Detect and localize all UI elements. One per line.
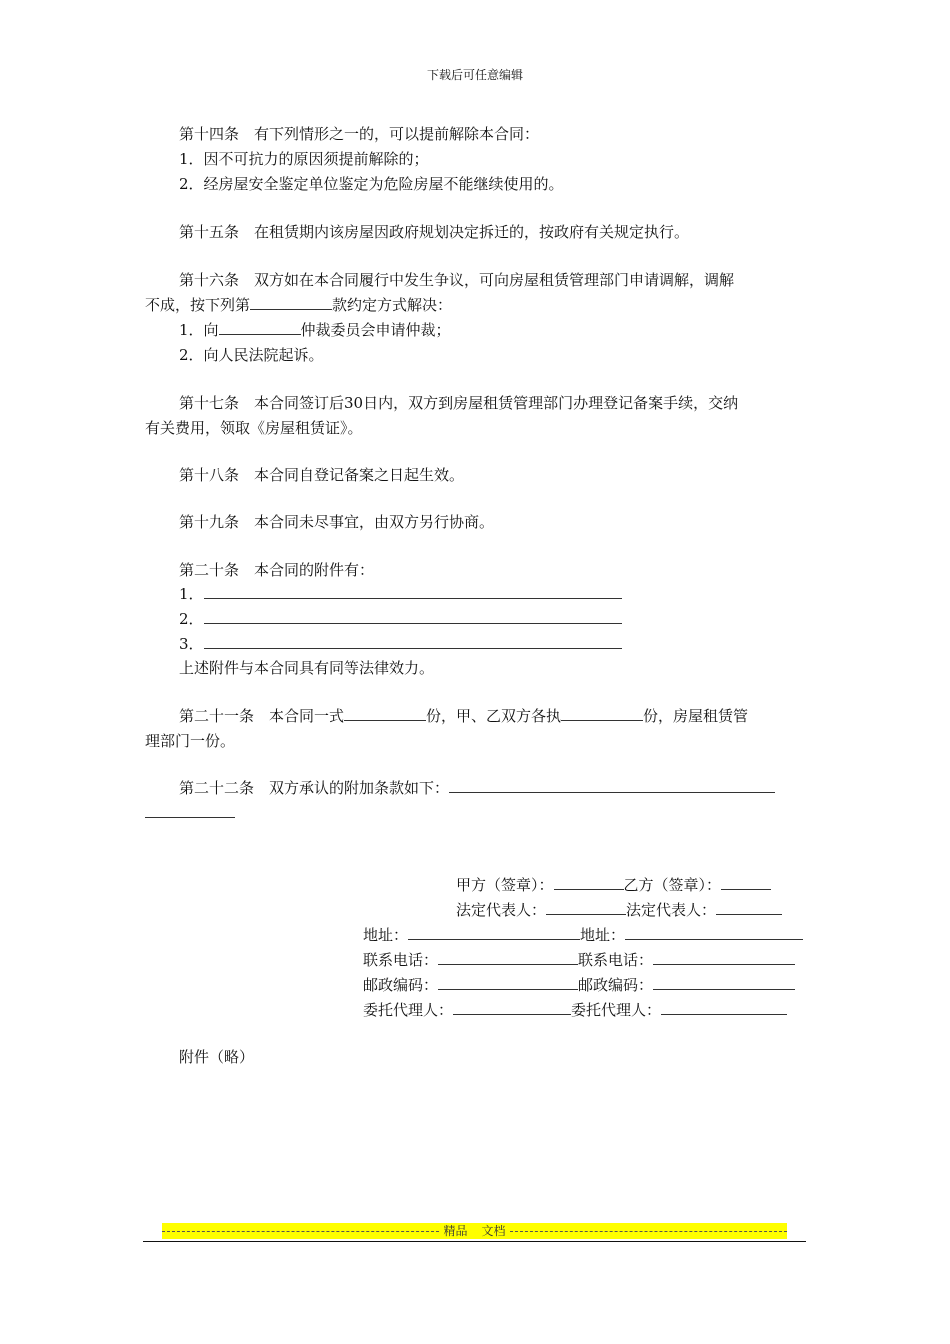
agent-label: 委托代理人： bbox=[363, 1001, 454, 1019]
postcode-a-field[interactable] bbox=[438, 975, 578, 990]
page-header: 下载后可任意编辑 bbox=[426, 68, 523, 82]
agent-label: 委托代理人： bbox=[571, 1001, 662, 1019]
footer-dash-left bbox=[162, 1231, 439, 1232]
article-text: 双方如在本合同履行中发生争议，可向房屋租赁管理部门申请调解，调解 bbox=[254, 271, 735, 289]
agent-a-field[interactable] bbox=[453, 1000, 571, 1015]
list-item bbox=[179, 320, 806, 340]
article-17 bbox=[145, 393, 806, 413]
footer-text bbox=[439, 1223, 509, 1239]
blank-field[interactable] bbox=[449, 778, 775, 793]
article-14 bbox=[145, 124, 806, 144]
blank-field[interactable] bbox=[204, 584, 622, 599]
article-number: 第二十二条 bbox=[179, 779, 255, 797]
address-a-field[interactable] bbox=[408, 925, 580, 940]
article-text: 本合同签订后30日内，双方到房屋租赁管理部门办理登记备案手续，交纳 bbox=[254, 394, 739, 412]
article-text: 本合同一式 bbox=[269, 707, 345, 725]
list-item-text: 1．向 bbox=[179, 321, 219, 339]
article-16-cont bbox=[145, 295, 806, 315]
footer-band bbox=[162, 1223, 787, 1239]
agent-b-field[interactable] bbox=[661, 1000, 787, 1015]
article-22-cont bbox=[145, 803, 806, 823]
article-21-cont: 理部门一份。 bbox=[145, 732, 236, 750]
article-number: 第十八条 bbox=[179, 466, 240, 484]
article-text: 本合同自登记备案之日起生效。 bbox=[254, 466, 465, 484]
legal-rep-label: 法定代表人： bbox=[626, 901, 717, 919]
blank-field[interactable] bbox=[219, 320, 301, 335]
phone-a-field[interactable] bbox=[438, 950, 578, 965]
article-text: 份，甲、乙双方各执 bbox=[426, 707, 562, 725]
article-number: 第二十一条 bbox=[179, 707, 255, 725]
signature-row-postcode bbox=[363, 975, 795, 995]
legal-rep-b-field[interactable] bbox=[716, 900, 782, 915]
postcode-label: 邮政编码： bbox=[363, 976, 439, 994]
footer-dash-right bbox=[510, 1231, 787, 1232]
article-number: 第十六条 bbox=[179, 271, 240, 289]
attachment-omitted: 附件（略） bbox=[179, 1048, 255, 1066]
article-text: 本合同未尽事宜，由双方另行协商。 bbox=[254, 513, 495, 531]
article-15 bbox=[145, 222, 806, 242]
signature-row-legal-rep bbox=[456, 900, 782, 920]
article-text: 款约定方式解决： bbox=[332, 296, 453, 314]
article-17-cont: 有关费用，领取《房屋租赁证》。 bbox=[145, 419, 363, 437]
signature-row-party bbox=[456, 875, 771, 895]
signature-row-agent bbox=[363, 1000, 787, 1020]
blank-field[interactable] bbox=[250, 295, 332, 310]
article-number: 第十四条 bbox=[179, 125, 240, 143]
list-item: 1．因不可抗力的原因须提前解除的； bbox=[179, 150, 429, 168]
footer-rule bbox=[143, 1241, 806, 1242]
blank-field[interactable] bbox=[145, 803, 235, 818]
party-b-field[interactable] bbox=[721, 875, 771, 890]
phone-label: 联系电话： bbox=[578, 951, 654, 969]
footer-right-text: 文档 bbox=[481, 1224, 506, 1238]
blank-field[interactable] bbox=[561, 706, 643, 721]
signature-row-address bbox=[363, 925, 803, 945]
blank-field[interactable] bbox=[204, 609, 622, 624]
article-text: 有下列情形之一的，可以提前解除本合同： bbox=[254, 125, 540, 143]
attachment-item bbox=[179, 584, 806, 604]
article-22 bbox=[145, 778, 806, 798]
blank-field[interactable] bbox=[344, 706, 426, 721]
address-label: 地址： bbox=[580, 926, 626, 944]
postcode-label: 邮政编码： bbox=[578, 976, 654, 994]
list-item: 2．向人民法院起诉。 bbox=[179, 346, 324, 364]
article-text: 双方承认的附加条款如下： bbox=[269, 779, 450, 797]
signature-row-phone bbox=[363, 950, 795, 970]
phone-b-field[interactable] bbox=[653, 950, 795, 965]
article-number: 第十七条 bbox=[179, 394, 240, 412]
article-text: 本合同的附件有： bbox=[254, 561, 375, 579]
blank-field[interactable] bbox=[204, 634, 622, 649]
article-text: 在租赁期内该房屋因政府规划决定拆迁的，按政府有关规定执行。 bbox=[254, 223, 690, 241]
attachment-note: 上述附件与本合同具有同等法律效力。 bbox=[179, 659, 435, 677]
article-18 bbox=[145, 465, 806, 485]
attachment-item bbox=[179, 634, 806, 654]
legal-rep-a-field[interactable] bbox=[546, 900, 626, 915]
party-b-label: 乙方（签章）： bbox=[623, 876, 722, 894]
article-number: 第十五条 bbox=[179, 223, 240, 241]
article-19 bbox=[145, 512, 806, 532]
article-text: 不成，按下列第 bbox=[145, 296, 251, 314]
article-number: 第二十条 bbox=[179, 561, 240, 579]
attachment-number: 2． bbox=[179, 610, 204, 628]
attachment-item bbox=[179, 609, 806, 629]
attachment-number: 3． bbox=[179, 635, 204, 653]
attachment-number: 1． bbox=[179, 585, 204, 603]
address-b-field[interactable] bbox=[625, 925, 803, 940]
list-item: 2．经房屋安全鉴定单位鉴定为危险房屋不能继续使用的。 bbox=[179, 175, 564, 193]
article-16 bbox=[145, 270, 806, 290]
postcode-b-field[interactable] bbox=[653, 975, 795, 990]
article-20 bbox=[145, 560, 806, 580]
list-item-text: 仲裁委员会申请仲裁； bbox=[300, 321, 451, 339]
article-text: 份，房屋租赁管 bbox=[643, 707, 749, 725]
phone-label: 联系电话： bbox=[363, 951, 439, 969]
footer-left-text: 精品 bbox=[443, 1224, 468, 1238]
party-a-field[interactable] bbox=[554, 875, 624, 890]
article-21 bbox=[145, 706, 806, 726]
address-label: 地址： bbox=[363, 926, 409, 944]
legal-rep-label: 法定代表人： bbox=[456, 901, 547, 919]
party-a-label: 甲方（签章）： bbox=[456, 876, 554, 894]
article-number: 第十九条 bbox=[179, 513, 240, 531]
